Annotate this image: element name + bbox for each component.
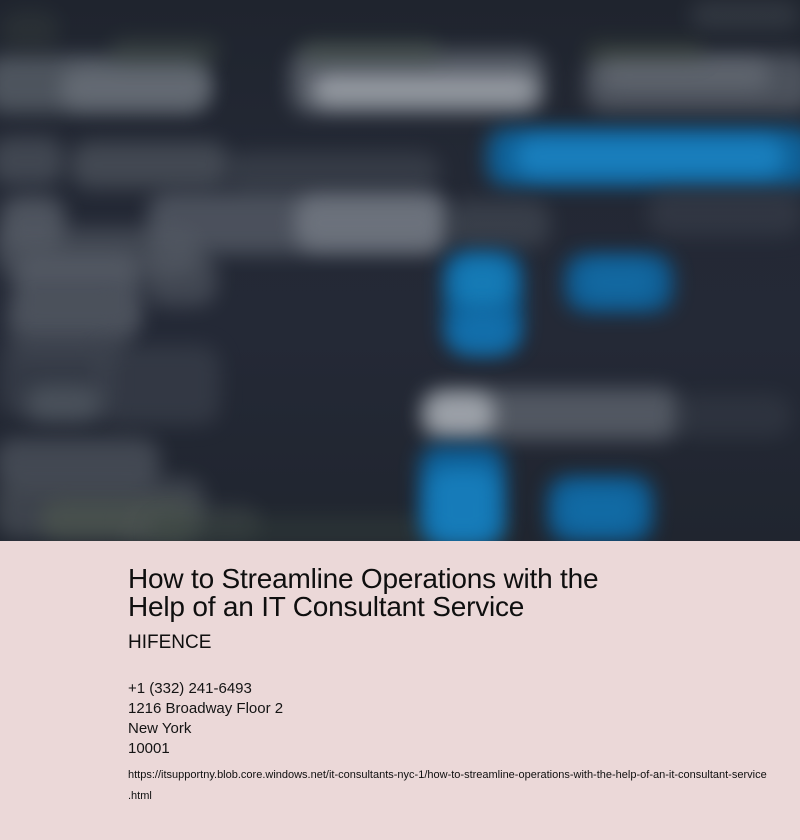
page-title [128, 565, 772, 621]
blurred-blob [585, 40, 705, 62]
blurred-blob [578, 262, 658, 302]
blurred-blob [0, 10, 60, 50]
blurred-blob [648, 190, 800, 236]
blurred-blob [300, 40, 440, 62]
blurred-blob [560, 488, 640, 532]
blurred-blob [95, 345, 220, 425]
phone-number: +1 (332) 241-6493 [128, 680, 252, 697]
blurred-blob [600, 60, 770, 90]
source-url-line-1: https://itsupportny.blob.core.windows.net/it-consultants-nyc-1/how-to-streamline-operations-with-the-help-of-an-it-consultant-service [128, 769, 767, 781]
blurred-blob [26, 386, 100, 422]
blurred-blob [452, 310, 514, 354]
blurred-blob [428, 468, 498, 541]
article-info-card [0, 541, 800, 840]
blurred-blob [110, 38, 220, 64]
city: New York [128, 720, 192, 737]
street-address: 1216 Broadway Floor 2 [128, 700, 284, 717]
blurred-blob [690, 0, 800, 30]
blurred-blob [145, 250, 217, 306]
blurred-blob [672, 394, 792, 438]
blurred-blob [445, 200, 550, 248]
zip-code: 10001 [128, 740, 170, 757]
blurred-blob [312, 74, 537, 106]
source-url-line-2: .html [128, 790, 152, 802]
page-title-line-2: Help of an IT Consultant Service [128, 591, 525, 622]
blurred-blob [60, 68, 210, 108]
contact-block [128, 679, 772, 759]
blurred-blob [70, 142, 230, 188]
blurred-blob [295, 196, 445, 250]
blurred-blob [425, 393, 495, 435]
blurred-blob [515, 138, 785, 176]
blurred-blob [452, 258, 512, 308]
blurred-blob [0, 137, 65, 185]
publisher-name: HIFENCE [128, 632, 212, 653]
page-title-line-1: How to Streamline Operations with the [128, 563, 599, 594]
blurred-blob [225, 152, 440, 192]
source-url [128, 765, 772, 807]
